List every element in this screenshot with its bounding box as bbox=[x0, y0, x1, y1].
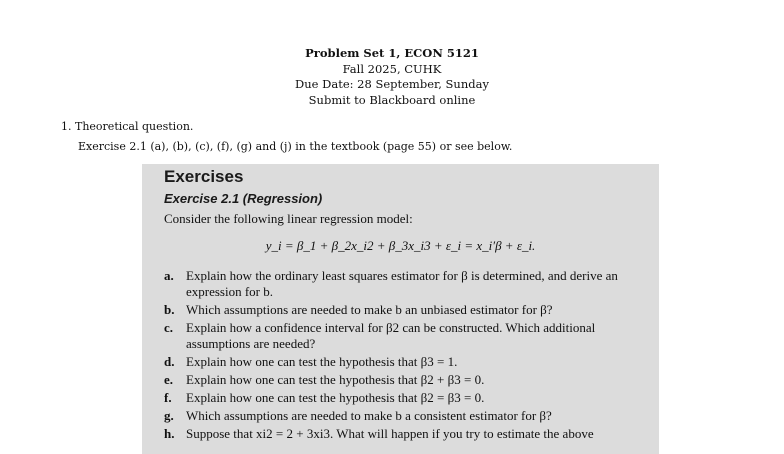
item-label: b. bbox=[164, 302, 175, 317]
exercise-intro: Consider the following linear regression model: bbox=[164, 211, 413, 226]
exercise-item bbox=[164, 372, 654, 388]
exercise-item bbox=[164, 302, 654, 318]
item-text: Explain how one can test the hypothesis that β2 + β3 = 0. bbox=[186, 372, 485, 387]
item-label: a. bbox=[164, 268, 174, 283]
due-date-line: Due Date: 28 September, Sunday bbox=[295, 77, 489, 91]
question-1-instruction: Exercise 2.1 (a), (b), (c), (f), (g) and (j) in the textbook (page 55) or see below. bbox=[78, 140, 513, 153]
exercise-item bbox=[164, 426, 654, 442]
exercise-subheading: Exercise 2.1 (Regression) bbox=[164, 191, 323, 206]
item-label: e. bbox=[164, 372, 174, 387]
item-label: f. bbox=[164, 390, 172, 405]
item-label: d. bbox=[164, 354, 175, 369]
item-label: g. bbox=[164, 408, 174, 423]
exercise-item bbox=[164, 320, 654, 352]
item-text: Explain how a confidence interval for β2 can be constructed. Which additional assumptions are needed? bbox=[186, 320, 596, 351]
item-text: Explain how one can test the hypothesis that β3 = 1. bbox=[186, 354, 458, 369]
item-text: Explain how the ordinary least squares estimator for β is determined, and derive an expression for b. bbox=[186, 268, 618, 299]
submission-line: Submit to Blackboard online bbox=[308, 92, 476, 107]
exercises-heading: Exercises bbox=[164, 167, 244, 186]
textbook-excerpt-image bbox=[142, 164, 659, 454]
problem-set-header bbox=[0, 46, 784, 108]
item-label: c. bbox=[164, 320, 174, 335]
exercise-item bbox=[164, 268, 654, 300]
exercise-item-list bbox=[164, 268, 654, 444]
regression-equation: y_i = β_1 + β_2x_i2 + β_3x_i3 + ε_i = x_i′β + ε_i. bbox=[265, 238, 536, 253]
question-1-label: 1. Theoretical question. bbox=[61, 120, 194, 133]
item-text: Suppose that xi2 = 2 + 3xi3. What will happen if you try to estimate the above bbox=[186, 426, 594, 441]
item-text: Explain how one can test the hypothesis that β2 = β3 = 0. bbox=[186, 390, 485, 405]
exercise-item bbox=[164, 390, 654, 406]
item-label: h. bbox=[164, 426, 175, 441]
item-text: Which assumptions are needed to make b an unbiased estimator for β? bbox=[186, 302, 553, 317]
item-text: Which assumptions are needed to make b a consistent estimator for β? bbox=[186, 408, 552, 423]
term-line: Fall 2025, CUHK bbox=[342, 61, 442, 76]
exercise-item bbox=[164, 354, 654, 370]
problem-set-title: Problem Set 1, ECON 5121 bbox=[305, 46, 479, 60]
exercise-item bbox=[164, 408, 654, 424]
